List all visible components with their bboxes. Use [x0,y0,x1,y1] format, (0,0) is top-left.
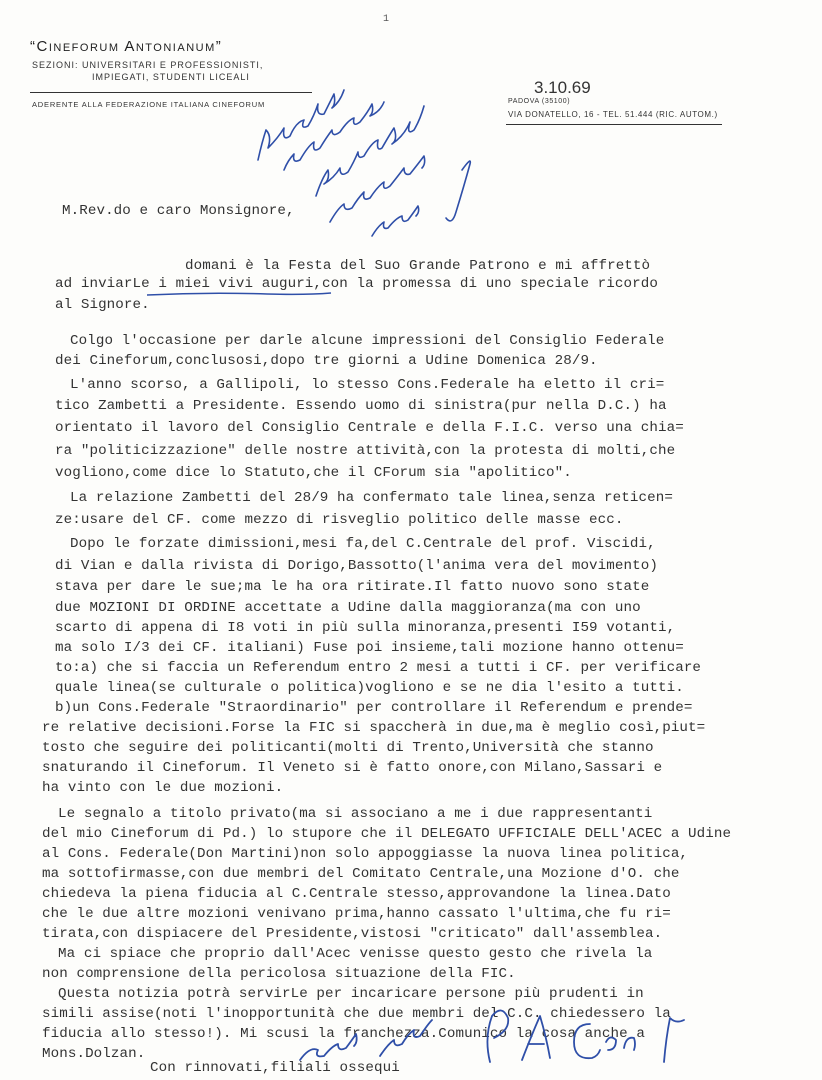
body-line: tico Zambetti a Presidente. Essendo uomo di sinistra(pur nella D.C.) ha [55,398,667,414]
salutation: M.Rev.do e caro Monsignore, [62,203,295,219]
body-line: Mons.Dolzan. [42,1046,146,1062]
body-line: dei Cineforum,conclusosi,dopo tre giorni a Udine Domenica 28/9. [55,353,598,369]
body-line: L'anno scorso, a Gallipoli, lo stesso Cons.Federale ha eletto il cri= [70,377,665,393]
letterhead-affiliation: ADERENTE ALLA FEDERAZIONE ITALIANA CINEFORUM [32,100,266,109]
handwritten-annotation [0,0,822,260]
body-line: non comprensione della pericolosa situazione della FIC. [42,966,516,982]
letter-date: 3.10.69 [534,78,591,97]
body-line: del mio Cineforum di Pd.) lo stupore che il DELEGATO UFFICIALE DELL'ACEC a Udine [42,826,732,842]
letterhead-sections-1: SEZIONI: UNIVERSITARI E PROFESSIONISTI, [32,60,264,70]
body-line: ma sottofirmasse,con due membri del Comitato Centrale,una Mozione d'O. che [42,866,680,882]
body-line: ze:usare del CF. come mezzo di risveglio politico delle masse ecc. [55,512,624,528]
body-line: Colgo l'occasione per darle alcune impressioni del Consiglio Federale [70,333,665,349]
body-line: to:a) che si faccia un Referendum entro 2 mesi a tutti i CF. per verificare [55,660,702,676]
body-line: che le due altre mozioni venivano prima,hanno cassato l'ultima,che fu ri= [42,906,671,922]
body-line: re relative decisioni.Forse la FIC si spaccherà in due,ma è meglio così,piut= [42,720,706,736]
page-mark: 1 [383,14,390,25]
letterhead-title: “Cineforum Antonianum” [30,38,223,55]
body-line: al Cons. Federale(Don Martini)non solo appoggiasse la nuova linea politica, [42,846,689,862]
body-line: al Signore. [55,297,150,313]
ink-underline [145,291,333,297]
body-line: scarto di appena di I8 voti in più sulla minoranza,presenti I59 votanti, [55,620,676,636]
body-line: tosto che seguire dei politicanti(molti di Trento,Università che stanno [42,740,654,756]
body-line: Le segnalo a titolo privato(ma si associano a me i due rappresentanti [58,806,653,822]
body-line: quale linea(se culturale o politica)vogliono e se ne dia l'esito a tutti. [55,680,684,696]
letterhead-address: VIA DONATELLO, 16 - TEL. 51.444 (RIC. AUTOM.) [508,110,718,119]
letterhead-city: PADOVA (35100) [508,98,571,105]
body-line: fiducia allo stesso!). Mi scusi la franchezza.Comunico la cosa anche a [42,1026,645,1042]
body-line: orientato il lavoro del Consiglio Centrale e della F.I.C. verso una chia= [55,420,684,436]
body-line: ra "politicizzazione" delle nostre attività,con la protesta di molti,che [55,443,676,459]
body-line: tirata,con dispiacere del Presidente,vistosi "criticato" dall'assemblea. [42,926,663,942]
closing: Con rinnovati,filiali ossequi [150,1060,400,1076]
body-line: domani è la Festa del Suo Grande Patrono e mi affrettò [185,258,651,274]
letterhead-sections-2: IMPIEGATI, STUDENTI LICEALI [92,72,250,82]
body-line: due MOZIONI DI ORDINE accettate a Udine dalla maggioranza(ma con uno [55,600,641,616]
body-line: Ma ci spiace che proprio dall'Acec venisse questo gesto che rivela la [58,946,653,962]
body-line: vogliono,come dice lo Statuto,che il CForum sia "apolitico". [55,465,572,481]
body-line: ha vinto con le due mozioni. [42,780,284,796]
body-line: ma solo I/3 dei CF. italiani) Fuse poi insieme,tali mozione hanno ottenu= [55,640,684,656]
handwritten-signature [290,1000,710,1070]
body-line: ad inviarLe i miei vivi auguri,con la promessa di uno speciale ricordo [55,276,658,292]
body-line: b)un Cons.Federale "Straordinario" per controllare il Referendum e prende= [55,700,693,716]
body-line: Questa notizia potrà servirLe per incaricare persone più prudenti in [58,986,644,1002]
body-line: chiedeva la piena fiducia al C.Centrale stesso,approvandone la linea.Dato [42,886,671,902]
body-line: simili assise(noti l'inopportunità che due membri del C.C. chiedessero la [42,1006,671,1022]
body-line: La relazione Zambetti del 28/9 ha confermato tale linea,senza reticen= [70,490,673,506]
body-line: snaturando il Cineforum. Il Veneto si è fatto onore,con Milano,Sassari e [42,760,663,776]
body-line: stava per dare le sue;ma le ha ora ritirate.Il fatto nuovo sono state [55,579,650,595]
body-line: di Vian e dalla rivista di Dorigo,Bassotto(l'anima vera del movimento) [55,558,658,574]
body-line: Dopo le forzate dimissioni,mesi fa,del C.Centrale del prof. Viscidi, [70,536,656,552]
